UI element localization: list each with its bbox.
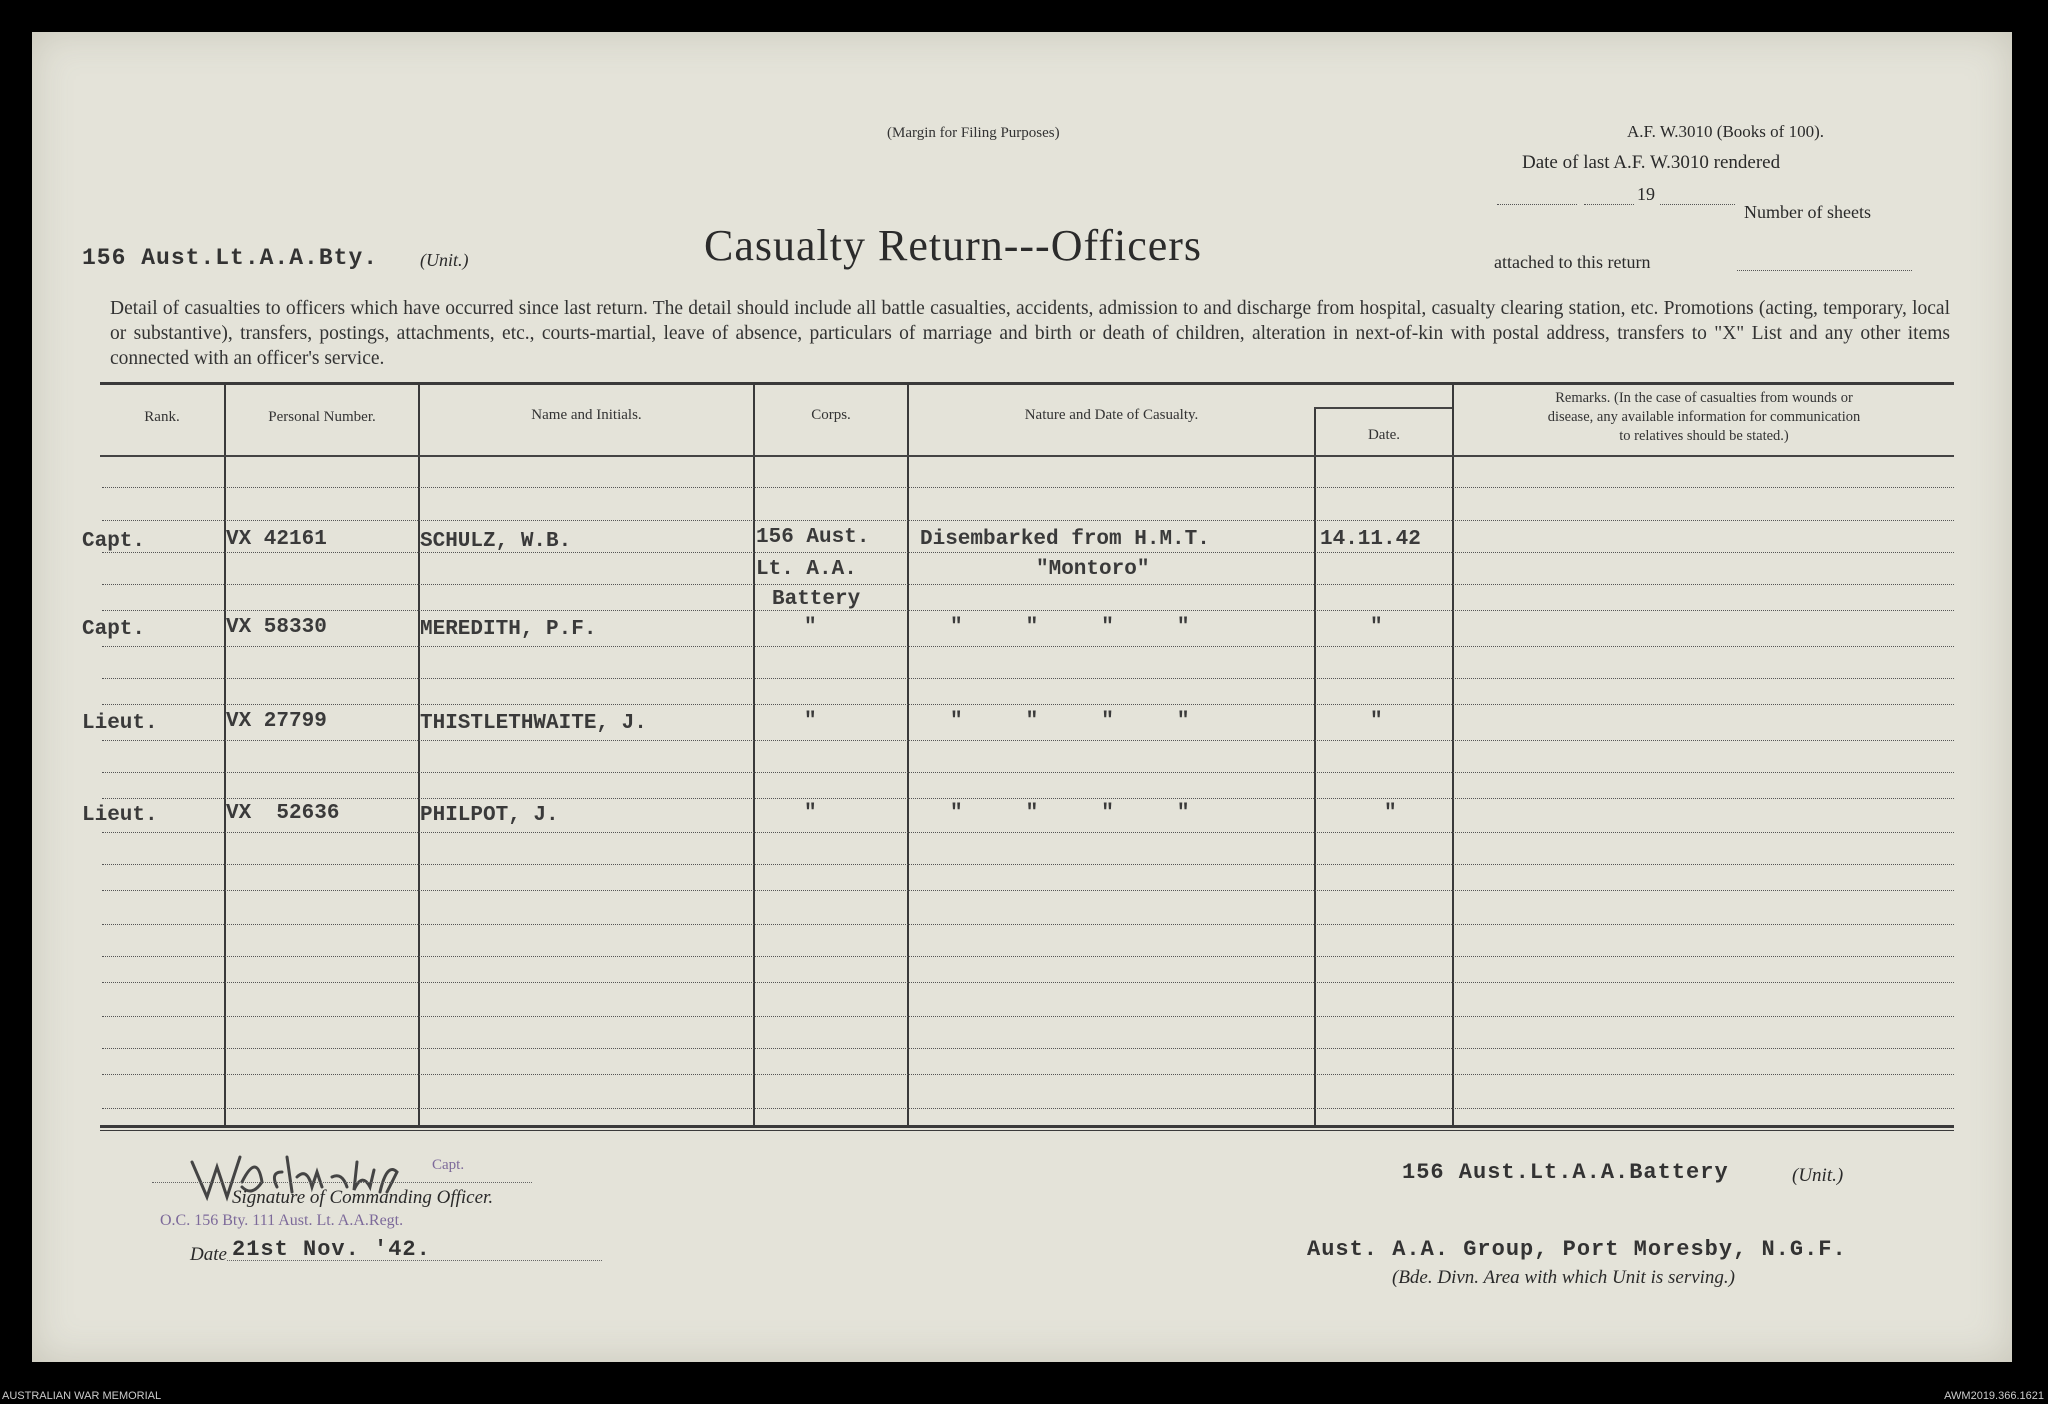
footer-unit-label: (Unit.): [1792, 1165, 1844, 1186]
row3-rank: Lieut.: [82, 712, 158, 735]
row1-number: VX 42161: [226, 528, 327, 551]
col-date: Date.: [1367, 427, 1401, 443]
row2-number: VX 58330: [226, 616, 327, 639]
row2-date: ": [1370, 616, 1383, 639]
footer-area-label: (Bde. Divn. Area with which Unit is serving.): [1392, 1267, 1736, 1288]
date-label: Date: [190, 1244, 227, 1265]
dotted-day: [1497, 204, 1577, 205]
row1-date: 14.11.42: [1320, 528, 1421, 551]
ruled-line: [102, 610, 1954, 611]
date-subheader-rule: [1314, 407, 1452, 409]
col-divider: [224, 385, 226, 1125]
ruled-line: [102, 552, 1954, 553]
row4-rank: Lieut.: [82, 804, 158, 827]
row4-number: VX 52636: [226, 802, 340, 825]
header-bottom-rule: [100, 455, 1954, 457]
table-top-rule: [100, 382, 1954, 385]
ruled-line: [102, 678, 1954, 679]
number-sheets-label: Number of sheets: [1744, 202, 1871, 222]
col-divider: [753, 385, 755, 1125]
ruled-line: [102, 740, 1954, 741]
unit-value: 156 Aust.Lt.A.A.Bty.: [82, 245, 379, 271]
col-divider: [1452, 385, 1454, 1125]
ruled-line: [102, 704, 1954, 705]
ruled-line: [102, 864, 1954, 865]
ruled-line: [102, 982, 1954, 983]
ruled-line: [102, 584, 1954, 585]
col-divider: [1314, 407, 1316, 1125]
ruled-line: [102, 798, 1954, 799]
detail-paragraph: Detail of casualties to officers which have occurred since last return. The detail should include all battle casualties, accidents, admission to and discharge from hospital, casualty clearing station, etc. Promotions (acting, temporary, local or substantive), transfers, postings, attachments, etc., courts-martial, leave of absence, particulars of marriage and birth or death of children, alteration in next-of-kin with postal address, transfers to "X" List and any other items connected with an officer's service.: [110, 298, 1950, 369]
row1-rank: Capt.: [82, 530, 146, 553]
credit-right: AWM2019.366.1621: [1944, 1390, 2044, 1402]
row2-rank: Capt.: [82, 618, 146, 641]
margin-note: (Margin for Filing Purposes): [887, 125, 1060, 141]
date-value: 21st Nov. '42.: [232, 1237, 431, 1262]
table-bottom-rule: [100, 1125, 1954, 1128]
col-divider: [907, 385, 909, 1125]
year-prefix: 19: [1637, 184, 1655, 204]
row1-corps-2: Lt. A.A.: [756, 558, 857, 581]
dotted-month: [1584, 204, 1634, 205]
row2-name: MEREDITH, P.F.: [420, 618, 597, 641]
page-title: Casualty Return---Officers: [704, 221, 1203, 270]
form-id: A.F. W.3010 (Books of 100).: [1627, 122, 1824, 141]
signature-label: Signature of Commanding Officer.: [232, 1187, 494, 1208]
row3-corps: ": [804, 710, 817, 733]
col-name: Name and Initials.: [531, 407, 642, 423]
row4-nature: " " " ": [950, 802, 1190, 825]
row3-nature: " " " ": [950, 710, 1190, 733]
row1-nature-1: Disembarked from H.M.T.: [920, 528, 1210, 551]
col-corps: Corps.: [811, 407, 851, 423]
row2-corps: ": [804, 616, 817, 639]
credit-left: AUSTRALIAN WAR MEMORIAL: [2, 1390, 162, 1402]
ruled-line: [102, 487, 1954, 488]
ruled-line: [102, 1048, 1954, 1049]
col-remarks-2: disease, any available information for communication: [1547, 409, 1861, 425]
ruled-line: [102, 1108, 1954, 1109]
col-remarks-3: to relatives should be stated.): [1619, 428, 1789, 444]
row4-date: ": [1384, 802, 1397, 825]
row2-nature: " " " ": [950, 616, 1190, 639]
col-remarks-1: Remarks. (In the case of casualties from wounds or: [1555, 390, 1853, 406]
attached-label: attached to this return: [1494, 252, 1651, 272]
footer-area-value: Aust. A.A. Group, Port Moresby, N.G.F.: [1307, 1237, 1847, 1262]
row4-corps: ": [804, 802, 817, 825]
ruled-line: [102, 520, 1954, 521]
table-bottom-rule-thin: [100, 1130, 1954, 1131]
col-rank: Rank.: [144, 409, 180, 425]
signature-line: [152, 1182, 532, 1183]
ruled-line: [102, 1074, 1954, 1075]
row3-date: ": [1370, 710, 1383, 733]
date-line: [227, 1260, 602, 1261]
stamp-rank: Capt.: [432, 1157, 465, 1173]
col-nature: Nature and Date of Casualty.: [1024, 407, 1199, 423]
ruled-line: [102, 956, 1954, 957]
dotted-year: [1660, 204, 1735, 205]
stamp-line: O.C. 156 Bty. 111 Aust. Lt. A.A.Regt.: [160, 1212, 404, 1229]
row1-name: SCHULZ, W.B.: [420, 530, 572, 553]
dotted-attached: [1737, 270, 1912, 271]
row1-nature-2: "Montoro": [1036, 558, 1150, 581]
footer-unit-value: 156 Aust.Lt.A.A.Battery: [1402, 1160, 1729, 1185]
row3-number: VX 27799: [226, 710, 327, 733]
unit-label: (Unit.): [420, 250, 469, 270]
row1-corps-3: Battery: [772, 588, 861, 611]
ruled-line: [102, 924, 1954, 925]
ruled-line: [102, 646, 1954, 647]
ruled-line: [102, 1016, 1954, 1017]
row3-name: THISTLETHWAITE, J.: [420, 712, 647, 735]
row4-name: PHILPOT, J.: [420, 804, 559, 827]
ruled-line: [102, 890, 1954, 891]
ruled-line: [102, 832, 1954, 833]
ruled-line: [102, 772, 1954, 773]
row1-corps-1: 156 Aust.: [756, 526, 870, 549]
date-last-label: Date of last A.F. W.3010 rendered: [1522, 152, 1781, 173]
col-divider: [418, 385, 420, 1125]
col-personal-number: Personal Number.: [268, 409, 376, 425]
form-sheet: [32, 32, 2012, 1362]
